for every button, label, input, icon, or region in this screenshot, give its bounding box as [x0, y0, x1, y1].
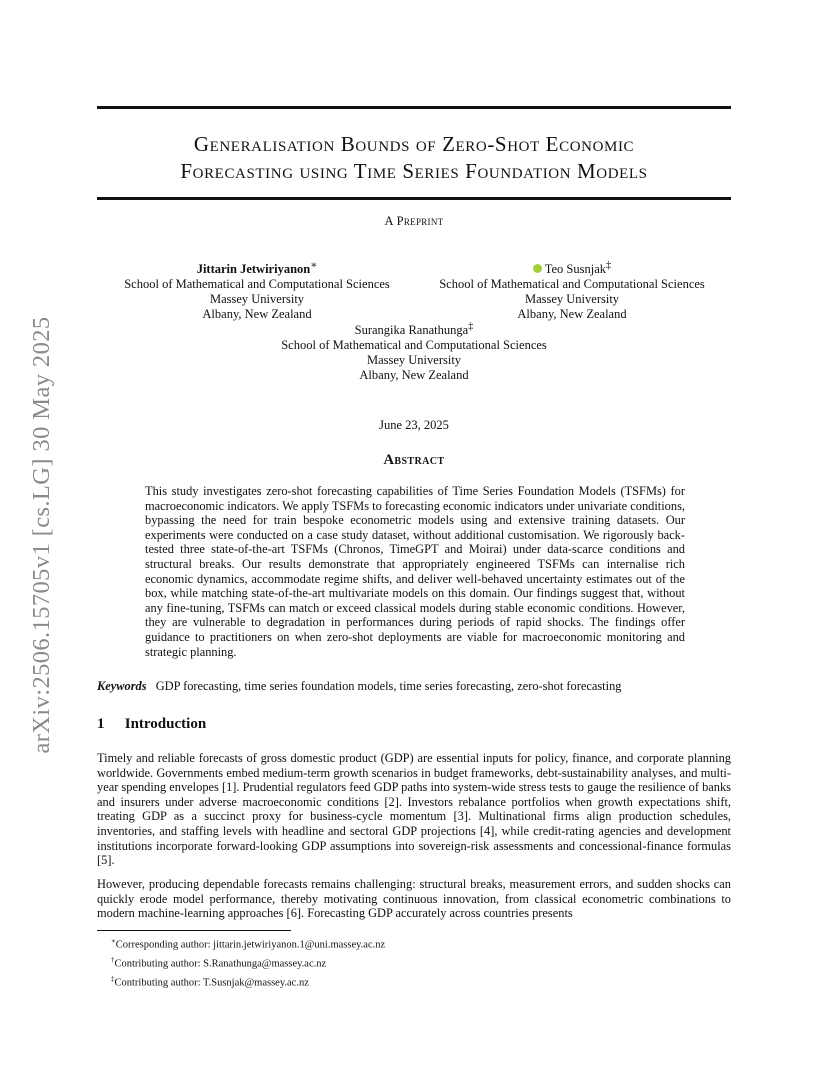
footnote-text: Contributing author: S.Ranathunga@massey.ac.nz: [114, 958, 327, 970]
author-name: Surangika Ranathunga: [354, 323, 469, 338]
footnote-rule: [97, 930, 291, 931]
footnote-mark: †: [111, 956, 115, 964]
author-location: Albany, New Zealand: [517, 307, 627, 322]
author-name-line: [97, 258, 417, 277]
paper-date: June 23, 2025: [379, 418, 449, 432]
title-line-2: Forecasting using Time Series Foundation Models: [180, 159, 648, 183]
author-name: Jittarin Jetwiriyanon: [196, 262, 311, 277]
author-university: Massey University: [366, 353, 462, 368]
orcid-icon[interactable]: [533, 264, 542, 273]
title-line-1: Generalisation Bounds of Zero-Shot Economic: [193, 132, 635, 156]
author-name-line: [415, 258, 729, 277]
footnote-item: [111, 934, 385, 953]
author-location: Albany, New Zealand: [359, 368, 469, 383]
arxiv-identifier: arXiv:2506.15705v1 [cs.LG] 30 May 2025: [28, 316, 55, 754]
abstract-heading: Abstract: [383, 452, 445, 468]
footnote-text: Corresponding author: jittarin.jetwiriyanon.1@uni.massey.ac.nz: [115, 939, 386, 951]
author-name: Teo Susnjak: [544, 262, 607, 277]
author-mark: ‡: [606, 260, 612, 271]
author-block-2: [415, 258, 729, 322]
intro-paragraph-1: Timely and reliable forecasts of gross domestic product (GDP) are essential inputs for policy, finance, and corporate planning worldwide. Governments embed medium-term growth scenarios in budget frameworks, debt-sustainability analyses, and multi-year spending envelopes [1]. Prudential regulators feed GDP paths into system-wide stress tests to gauge the resilience of banks and insurers under adverse macroeconomic conditions [2]. Investors rebalance portfolios when growth expectations shift, treating GDP as a succinct proxy for business-cycle momentum [3]. Multinational firms align production schedules, inventories, and staffing levels with headline and sectoral GDP projections [4], while credit-rating agencies and development institutions incorporate forward-looking GDP assumptions into sovereign-risk assessments and concessional-finance formulas [5].: [97, 751, 731, 868]
intro-paragraph-2: However, producing dependable forecasts remains challenging: structural breaks, measurement errors, and sudden shocks can quickly erode model performance, thereby motivating continuous innovation, from classical econometric combinations to modern machine-learning approaches [6]. Forecasting GDP accurately across countries presents: [97, 877, 731, 921]
author-mark: ‡: [468, 321, 474, 332]
keywords-label: Keywords: [97, 679, 147, 693]
title-bottom-rule: [97, 197, 731, 200]
keywords-line: [97, 679, 737, 694]
section-title: Introduction: [124, 716, 207, 732]
footnote-item: [111, 953, 385, 972]
paper-title: [97, 131, 731, 185]
author-university: Massey University: [524, 292, 620, 307]
author-affiliation: School of Mathematical and Computational Sciences: [439, 277, 705, 292]
preprint-label: A Preprint: [384, 214, 444, 228]
top-rule: [97, 106, 731, 109]
author-name-line: [97, 319, 731, 338]
author-affiliation: School of Mathematical and Computational Sciences: [124, 277, 390, 292]
footnote-mark: ‡: [111, 975, 115, 983]
author-university: Massey University: [209, 292, 305, 307]
author-affiliation: School of Mathematical and Computational Sciences: [281, 338, 547, 353]
footnote-item: [111, 972, 385, 991]
author-block-1: [97, 258, 417, 322]
author-location: Albany, New Zealand: [202, 307, 312, 322]
author-mark: ∗: [310, 260, 318, 271]
footnotes: [111, 934, 385, 991]
footnote-text: Contributing author: T.Susnjak@massey.ac.nz: [114, 977, 309, 989]
abstract-text: This study investigates zero-shot forecasting capabilities of Time Series Foundation Models (TSFMs) for macroeconomic indicators. We apply TSFMs to forecasting economic indicators under univariate conditions, bypassing the need for train bespoke econometric models using and extensive training datasets. Our experiments were conducted on a case study dataset, without additional customisation. We rigorously back-tested three state-of-the-art TSFMs (Chronos, TimeGPT and Moirai) under data-scarce conditions and structural breaks. Our results demonstrate that appropriately engineered TSFMs can internalise rich economic dynamics, accommodate regime shifts, and deliver well-behaved uncertainty estimates out of the box, while matching state-of-the-art multivariate models on this domain. Our findings suggest that, without any fine-tuning, TSFMs can match or exceed classical models during stable economic conditions. However, they are vulnerable to degradation in performances during periods of rapid shocks. The findings offer guidance to practitioners on when zero-shot deployments are viable for macroeconomic monitoring and strategic planning.: [145, 484, 685, 659]
keywords-text: GDP forecasting, time series foundation models, time series forecasting, zero-shot forecasting: [155, 679, 622, 693]
footnote-mark: ∗: [111, 937, 116, 945]
section-number: 1: [97, 716, 105, 732]
section-heading-introduction: [97, 716, 206, 733]
author-block-3: [97, 319, 731, 383]
